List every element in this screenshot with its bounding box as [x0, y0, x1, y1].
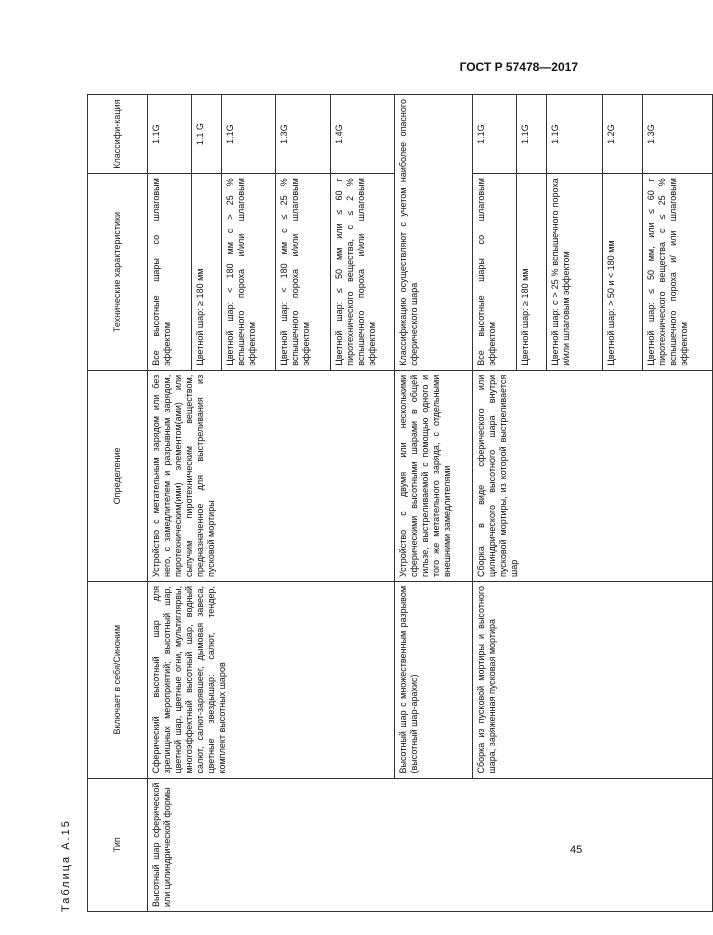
spec-cell: Все высотные шары со шлаговым эффектом	[148, 174, 192, 371]
table-row	[148, 95, 192, 912]
header-specs: Технические характеристики	[88, 174, 148, 371]
definition-cell: Сборка в виде сферического или цилиндрического высотного шара внутри пусковой мортиры, из которой выстреливается шар	[473, 370, 713, 581]
includes-cell: Сборка из пусковой мортиры и высотного шара, заряженная пусковая мортира	[473, 581, 713, 778]
header-definition: Определение	[88, 370, 148, 581]
rotated-table-block	[60, 94, 689, 926]
header-classification: Классифи-кация	[88, 95, 148, 174]
spec-cell: Цветной шар: ≥ 180 мм	[517, 174, 547, 371]
class-cell: 1.4G	[331, 95, 395, 174]
spec-cell: Цветной шар: < 180 мм с ≤ 25 % вспышечного пороха и/или шлаговым эффектом	[276, 174, 331, 371]
spec-cell: Цветной шар: > 50 и < 180 мм	[603, 174, 643, 371]
spec-cell: Цветной шар: с > 25 % вспышечного пороха и/или шлаговым эффектом	[547, 174, 603, 371]
class-cell: 1.1G	[517, 95, 547, 174]
class-cell: 1.2G	[603, 95, 643, 174]
class-cell: 1.1G	[547, 95, 603, 174]
includes-cell: Сферический высотный шар для зрелищных мероприятий; высотный шар, цветной шар, цветные огни, мультиглярвы, многоэффектный высотный шар, водный салют, салют-зарявшеег, дымовая завеса, цветные звездышар: салют, тендер, комплект высотных шаров	[148, 581, 395, 778]
type-cell: Высотный шар сферической или цилиндрической формы	[148, 778, 713, 911]
class-cell: 1.1 G	[192, 95, 222, 174]
spec-cell: Цветной шар: ≤ 50 мм или ≤ 60 г пиротехнического вещества, с ≤ 2 % вспышечного пороха и/или шлаговым эффектом	[331, 174, 395, 371]
class-cell: 1.1G	[148, 95, 192, 174]
class-cell: 1.1G	[222, 95, 276, 174]
definition-cell: Устройство с двумя или несколькими сферическими высотными шарами в общей гильзе, выстреливаемой с помощью одного и того же метательного заряда, с отдельными внешними замедлителями	[395, 370, 473, 581]
class-cell: 1.3G	[276, 95, 331, 174]
spec-cell: Классификацию осуществляют с учетом наиболее опасного сферического шара	[395, 95, 473, 371]
table-header-row	[88, 95, 148, 912]
header-includes: Включает в себя/Синоним	[88, 581, 148, 778]
table-caption: Таблица А.15	[60, 819, 72, 912]
spec-cell: Все высотные шары со шлаговым эффектом	[473, 174, 517, 371]
class-cell: 1.3G	[643, 95, 713, 174]
document-code: ГОСТ Р 57478—2017	[459, 60, 578, 74]
spec-cell: Цветной шар: < 180 мм с > 25 % вспышечного пороха и/или шлаговым эффектом	[222, 174, 276, 371]
page-number: 45	[570, 844, 583, 856]
spec-cell: Цветной шар: ≥ 180 мм	[192, 174, 222, 371]
class-cell: 1.1G	[473, 95, 517, 174]
definition-cell: Устройство с метательным зарядом или без него, с замедлителем и разрывным зарядом, пиротехническим(ими) элементом(ами) или сыпучим пиротехническим веществом, предназначенное для выстреливания из пусковой мортиры	[148, 370, 395, 581]
spec-cell: Цветной шар: ≤ 50 мм, или ≤ 60 г пиротехнического вещества с ≤ 25 % вспышечного пороха и/ или шлаговым эффектом	[643, 174, 713, 371]
header-type: Тип	[88, 778, 148, 911]
includes-cell: Высотный шар с множественным разрывом (высотный шар-арахис)	[395, 581, 473, 778]
classification-table	[87, 94, 713, 912]
